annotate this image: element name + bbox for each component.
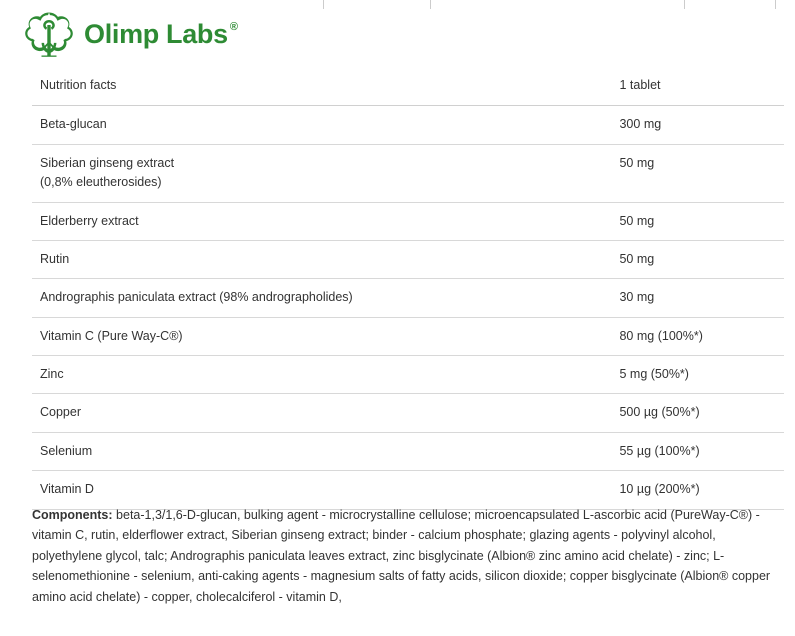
nutrient-value: 5 mg (50%*) (611, 356, 784, 394)
table-row (32, 106, 784, 144)
brand-name-second: Labs (166, 18, 228, 49)
nutrient-value: 500 µg (50%*) (611, 394, 784, 432)
brand-logo (24, 10, 238, 58)
components-paragraph (32, 505, 784, 608)
crop-mark (684, 0, 685, 9)
nutrient-value: 50 mg (611, 240, 784, 278)
nutrient-name: Vitamin D (32, 471, 611, 509)
nutrient-name: Zinc (32, 356, 611, 394)
nutrient-name: Beta-glucan (32, 106, 611, 144)
table-row (32, 356, 784, 394)
nutrient-name-line2: (0,8% eleutherosides) (40, 175, 162, 190)
nutrition-facts-table (32, 68, 784, 510)
crop-mark (323, 0, 324, 9)
nutrient-name: Andrographis paniculata extract (98% andrographolides) (32, 279, 611, 317)
components-label: Components: (32, 507, 113, 522)
nutrient-value: 30 mg (611, 279, 784, 317)
column-header-name: Nutrition facts (32, 68, 611, 106)
nutrient-name: Elderberry extract (32, 202, 611, 240)
nutrient-value: 300 mg (611, 106, 784, 144)
brand-name-first: Olimp (84, 18, 160, 49)
table-row (32, 432, 784, 470)
registered-mark: ® (229, 20, 238, 33)
nutrient-value: 50 mg (611, 144, 784, 202)
table-row (32, 144, 784, 202)
crop-mark (430, 0, 431, 9)
crop-mark (775, 0, 776, 9)
nutrient-name: Rutin (32, 240, 611, 278)
tree-icon (24, 11, 74, 57)
nutrient-name-line1: Siberian ginseng extract (40, 155, 175, 170)
table-row (32, 279, 784, 317)
table-row (32, 202, 784, 240)
components-text: beta-1,3/1,6-D-glucan, bulking agent - microcrystalline cellulose; microencapsulated L-ascorbic acid (PureWay-C®) - vitamin C, rutin, elderflower extract, Siberian ginseng extract; binder - calcium phosphate; glazing agents - polyvinyl alcohol, polyethylene glycol, talc; Andrographis paniculata leaves extract, zinc bisglycinate (Albion® zinc amino acid chelate) - zinc; L-selenomethionine - selenium, anti-caking agents - magnesium salts of fatty acids, silicon dioxide; copper bisglycinate (Albion® copper amino acid chelate) - copper, cholecalciferol - vitamin D, (32, 507, 771, 604)
nutrient-value: 55 µg (100%*) (611, 432, 784, 470)
table-row (32, 471, 784, 509)
table-row (32, 394, 784, 432)
nutrient-name: Copper (32, 394, 611, 432)
crop-marks (0, 0, 795, 10)
nutrient-name (32, 144, 611, 202)
brand-wordmark (84, 18, 238, 49)
table-header-row (32, 68, 784, 106)
nutrient-name: Vitamin C (Pure Way-C®) (32, 317, 611, 355)
table-row (32, 240, 784, 278)
table-row (32, 317, 784, 355)
table-body (32, 68, 784, 509)
nutrient-value: 80 mg (100%*) (611, 317, 784, 355)
nutrient-name: Selenium (32, 432, 611, 470)
nutrient-value: 10 µg (200%*) (611, 471, 784, 509)
nutrient-value: 50 mg (611, 202, 784, 240)
column-header-value: 1 tablet (611, 68, 784, 106)
